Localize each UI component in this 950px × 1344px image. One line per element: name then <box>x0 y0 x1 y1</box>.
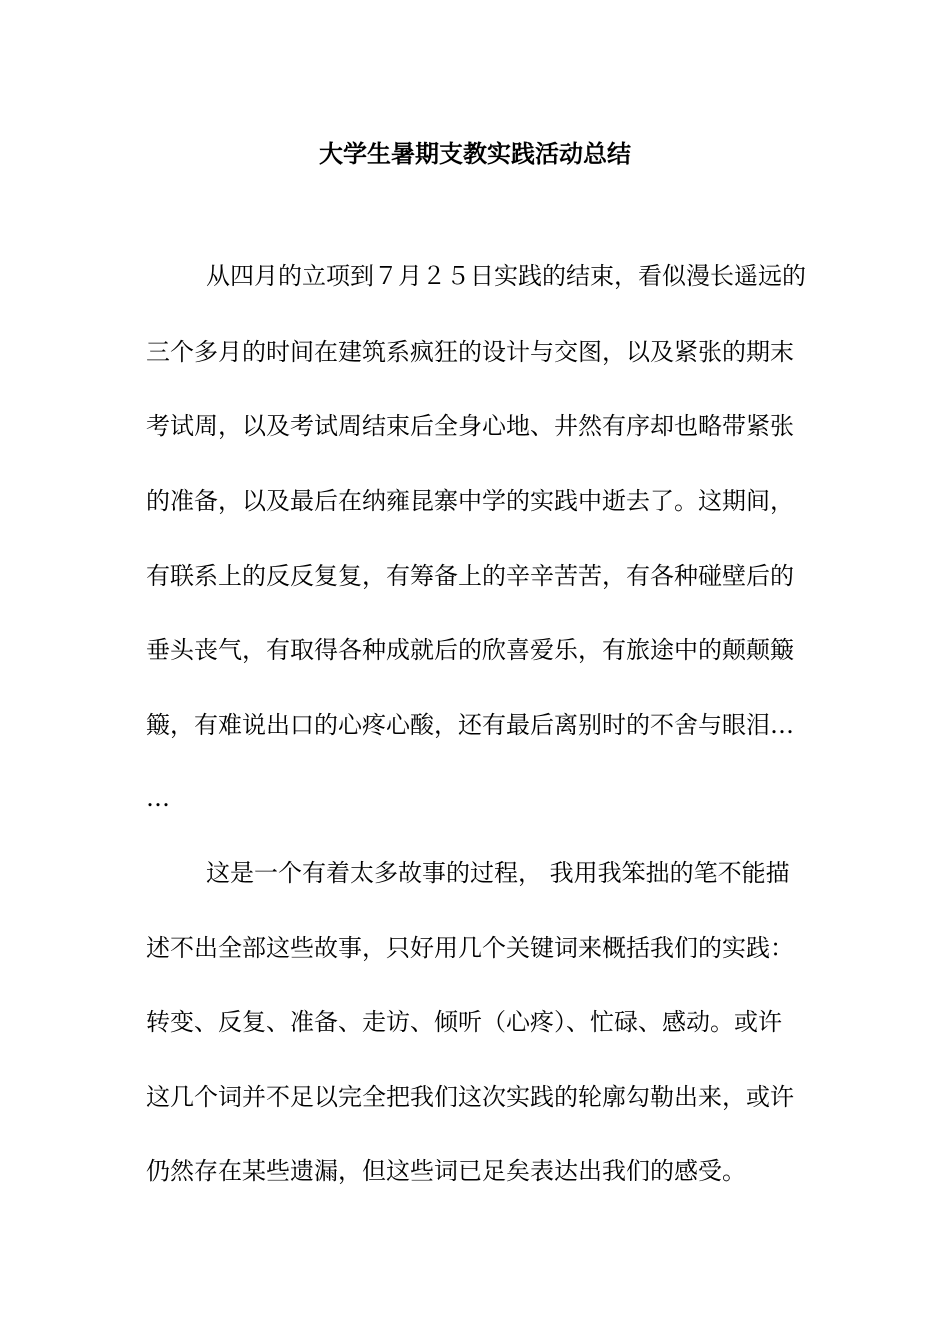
paragraph-line: 述不出全部这些故事，只好用几个关键词来概括我们的实践： <box>146 934 794 962</box>
paragraph-line: 簸，有难说出口的心疼心酸，还有最后离别时的不舍与眼泪… <box>146 711 794 739</box>
paragraph-line: 有联系上的反反复复，有筹备上的辛辛苦苦，有各种碰壁后的 <box>146 562 794 590</box>
paragraph-line: 这几个词并不足以完全把我们这次实践的轮廓勾勒出来，或许 <box>146 1083 794 1111</box>
paragraph-line: 从四月的立项到７月２５日实践的结束，看似漫长遥远的 <box>206 262 806 290</box>
paragraph-line: 转变、反复、准备、走访、倾听（心疼）、忙碌、感动。或许 <box>146 1008 782 1036</box>
paragraph-line: 三个多月的时间在建筑系疯狂的设计与交图，以及紧张的期末 <box>146 338 794 366</box>
paragraph-line: 垂头丧气，有取得各种成就后的欣喜爱乐，有旅途中的颠颠簸 <box>146 636 794 664</box>
paragraph-line: … <box>146 784 170 812</box>
paragraph-line: 考试周，以及考试周结束后全身心地、井然有序却也略带紧张 <box>146 412 794 440</box>
document-title: 大学生暑期支教实践活动总结 <box>319 140 631 168</box>
paragraph-line: 这是一个有着太多故事的过程， 我用我笨拙的笔不能描 <box>206 859 790 887</box>
paragraph-line: 的准备，以及最后在纳雍昆寨中学的实践中逝去了。这期间， <box>146 487 794 515</box>
paragraph-line: 仍然存在某些遗漏，但这些词已足矣表达出我们的感受。 <box>146 1157 746 1185</box>
